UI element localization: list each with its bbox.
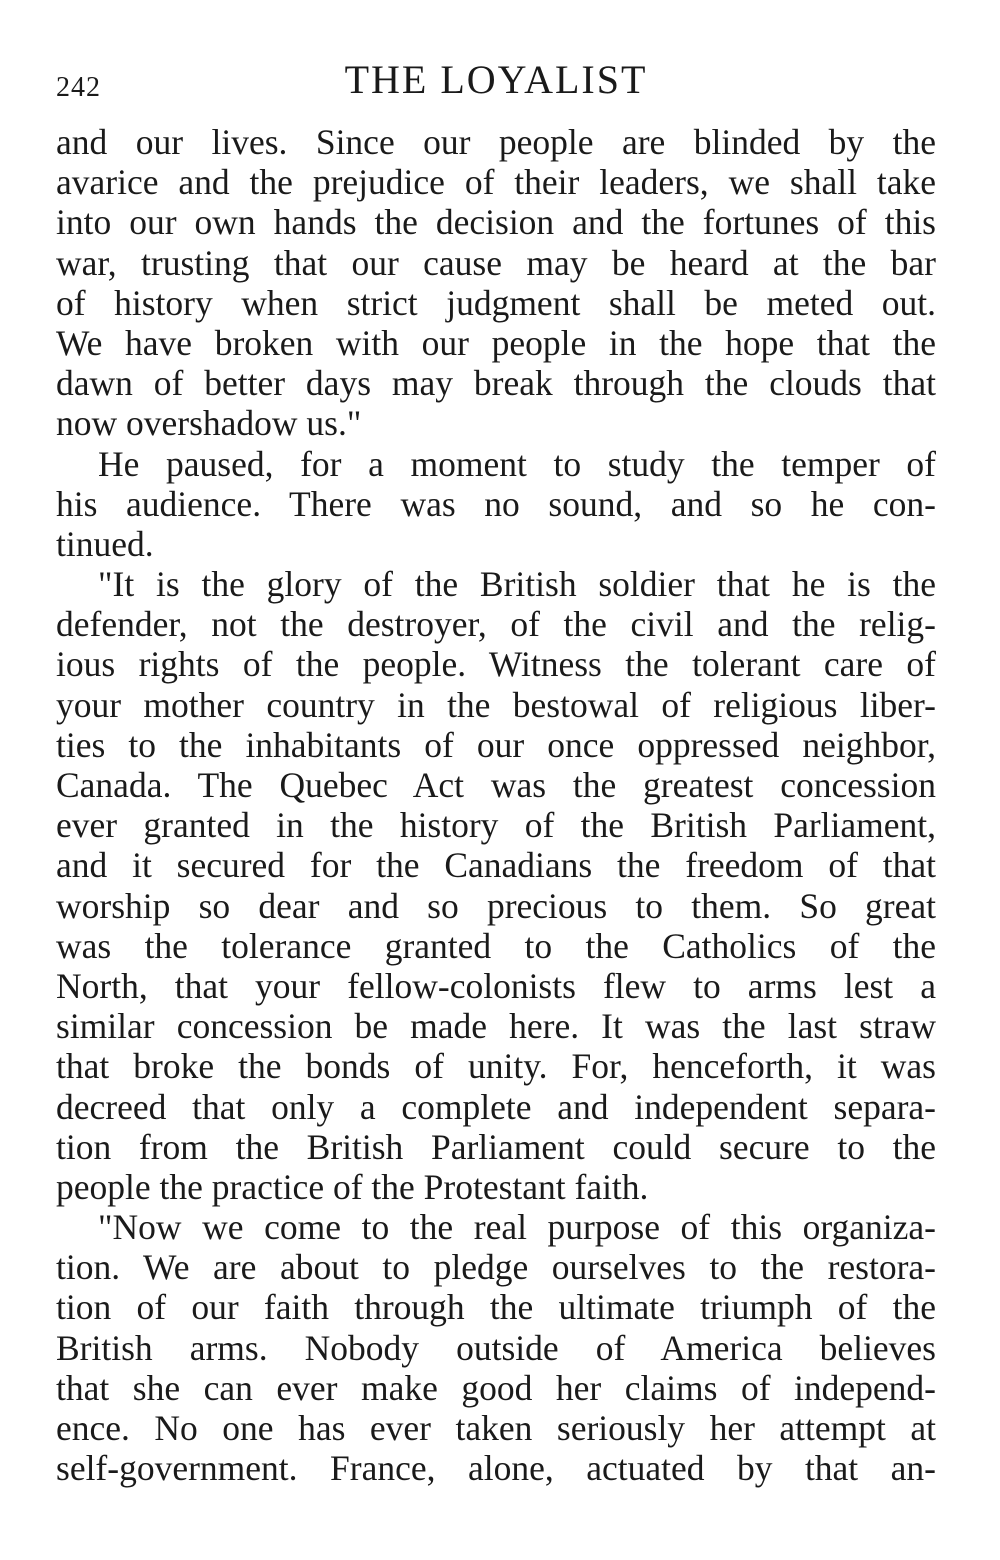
text-line: Canada. The Quebec Act was the greatest concession: [56, 765, 936, 805]
text-line: ever granted in the history of the British Parliament,: [56, 805, 936, 846]
text-line: ties to the inhabitants of our once oppressed neighbor,: [56, 724, 936, 765]
text-line: worship so dear and so precious to them. So great: [56, 885, 936, 926]
body-text: [56, 122, 936, 1488]
text-line: tinued.: [56, 523, 154, 564]
text-line: that broke the bonds of unity. For, henceforth, it was: [56, 1046, 936, 1087]
text-line: of history when strict judgment shall be meted out.: [56, 282, 936, 323]
page-header: [56, 52, 936, 110]
text-line: tion. We are about to pledge ourselves to the restora-: [56, 1247, 936, 1288]
running-title: THE LOYALIST: [344, 57, 648, 102]
text-line: We have broken with our people in the hope that the: [56, 322, 936, 363]
text-line: into our own hands the decision and the fortunes of this: [56, 202, 936, 243]
text-line: people the practice of the Protestant faith.: [56, 1166, 649, 1207]
text-line: North, that your fellow-colonists flew to arms lest a: [56, 965, 936, 1006]
text-line: British arms. Nobody outside of America believes: [56, 1327, 936, 1368]
book-page: [56, 52, 936, 1488]
text-line: He paused, for a moment to study the temper of: [98, 443, 936, 484]
text-line: and our lives. Since our people are blinded by the: [56, 122, 936, 162]
text-line: was the tolerance granted to the Catholics of the: [56, 925, 936, 966]
text-line: that she can ever make good her claims of independ-: [56, 1367, 936, 1408]
text-line: ence. No one has ever taken seriously her attempt at: [56, 1408, 936, 1448]
page-number: 242: [56, 72, 101, 103]
text-line: tion from the British Parliament could secure to the: [56, 1126, 936, 1167]
text-line: avarice and the prejudice of their leaders, we shall take: [56, 162, 936, 203]
text-line: now overshadow us.": [56, 403, 362, 444]
text-line: dawn of better days may break through the clouds that: [56, 363, 936, 404]
text-line: tion of our faith through the ultimate triumph of the: [56, 1287, 936, 1328]
text-line: your mother country in the bestowal of religious liber-: [56, 684, 936, 725]
text-line: and it secured for the Canadians the freedom of that: [56, 845, 936, 886]
text-line: similar concession be made here. It was the last straw: [56, 1006, 936, 1047]
text-line: ious rights of the people. Witness the tolerant care of: [56, 644, 936, 685]
text-line: "Now we come to the real purpose of this organiza-: [98, 1207, 936, 1248]
text-line: self-government. France, alone, actuated by that an-: [56, 1448, 936, 1489]
text-line: war, trusting that our cause may be heard at the bar: [56, 242, 936, 283]
text-line: decreed that only a complete and independent separa-: [56, 1086, 936, 1127]
text-line: defender, not the destroyer, of the civil and the relig-: [56, 604, 936, 645]
text-line: "It is the glory of the British soldier that he is the: [98, 564, 936, 605]
text-line: his audience. There was no sound, and so he con-: [56, 483, 936, 524]
